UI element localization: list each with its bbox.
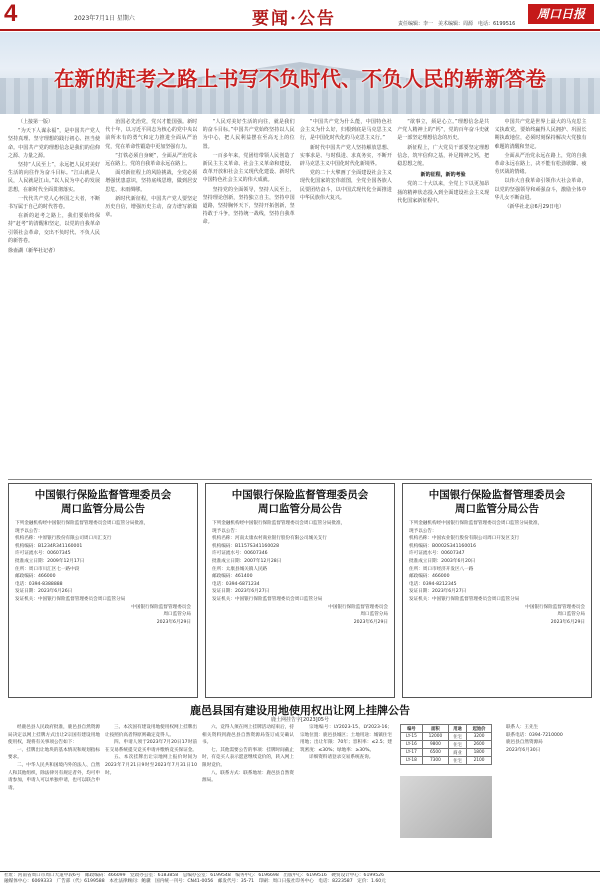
ad-column-4 bbox=[300, 724, 392, 869]
editor-credits: 责任编辑：李一 美术编辑：周源 电话：6199516 bbox=[398, 21, 516, 27]
table-row bbox=[401, 757, 492, 765]
notice-body bbox=[15, 520, 191, 626]
notice-line: 机构名称：河南太康农村商业银行股份有限公司城关支行 bbox=[212, 536, 327, 542]
table-cell: LY-15 bbox=[401, 733, 423, 741]
regulator-notice-3 bbox=[402, 483, 592, 698]
table-header: 起始价 bbox=[467, 725, 492, 733]
table-header: 编号 bbox=[401, 725, 423, 733]
ad-paragraph: 联系人：王先生 bbox=[506, 725, 539, 730]
notice-line: 2023年6月29日 bbox=[353, 619, 388, 625]
notice-line: 中国银行保险监督管理委员会 bbox=[131, 604, 191, 610]
section-divider bbox=[8, 479, 592, 480]
ad-paragraph: 八、联系方式：联系地址：鹿邑县自然资源局。 bbox=[202, 770, 294, 784]
table-cell: 住宅 bbox=[448, 733, 466, 741]
ad-column-2 bbox=[105, 724, 197, 869]
table-cell: 7300 bbox=[422, 757, 448, 765]
ad-paragraph: 经鹿邑县人民政府批准，鹿邑县自然资源局决定以网上挂牌方式出让2宗国有建设用地使用权，现将有关事项公告如下： bbox=[8, 725, 100, 746]
notice-line: 2023年6月29日 bbox=[156, 619, 191, 625]
notice-line: 许可证流水号：00607346 bbox=[212, 551, 268, 557]
article-paragraph: 坚持“人民至上”，永远把人民对美好生活的向往作为奋斗目标。“江山就是人民，人民就是江山。”以人民为中心的发展思想，在新时代全面贯彻落实。 bbox=[8, 162, 100, 193]
footer-rule bbox=[0, 871, 600, 872]
notice-line: 现予以公告： bbox=[409, 528, 437, 534]
table-header: 用途 bbox=[448, 725, 466, 733]
article-column-5 bbox=[397, 118, 489, 476]
main-headline: 在新的赶考之路上书写不负时代、不负人民的崭新答卷 bbox=[54, 67, 546, 91]
section-title: 要闻·公告 bbox=[252, 9, 336, 29]
article-paragraph: “打铁必须自身硬”，全面从严治党永远在路上，党的自我革命永远在路上。 bbox=[105, 152, 198, 168]
ad-column-3 bbox=[202, 724, 294, 869]
table-cell: LY-17 bbox=[401, 749, 423, 757]
article-column-2 bbox=[105, 118, 197, 476]
article-paragraph: 一百多年来，党团结带领人民创造了新民主主义革命、社会主义革命和建设、改革开放和社会主义现代化建设、新时代中国特色社会主义的伟大成就。 bbox=[202, 152, 295, 184]
article-paragraph: 治国必先治党，党兴才能国强。新时代十年，以习近平同志为核心的党中央以前所未有的勇气和定力推进全面从严治党，党在革命性锻造中更加坚强有力。 bbox=[105, 119, 198, 150]
article-paragraph: 面对新征程上的风险挑战，全党必须增强忧患意识，坚持底线思维，做到居安思危、未雨绸缪。 bbox=[105, 170, 198, 193]
ad-paragraph: 联系电话：0394-7210000 bbox=[506, 732, 563, 738]
notice-title: 中国银行保险监督管理委员会 周口监管分局公告 bbox=[34, 489, 172, 515]
notice-line: 机构编码：B1157S341160028 bbox=[212, 543, 280, 549]
notice-line: 下列金融机构经中国银行保险监督管理委员会周口监管分局批准， bbox=[15, 521, 149, 526]
article-paragraph: 在新的赶考之路上，我们要始终保持“赶考”的清醒和坚定，以党的自我革命引领社会革命，交出不负时代、不负人民的新答卷。 bbox=[8, 213, 100, 244]
footer-line-1: 社址：河南省周口市周口大道中段6号 邮政编码：466099 党政办公室：6183858 总编办公室：6199548 编务中心：6196698 出版中心：6199516 硬贸设计中心：6199526 bbox=[4, 873, 385, 878]
article-paragraph: 以伟大自我革命引领伟大社会革命，以党的坚强领导和顽强奋斗，激励全体中华儿女不断奋进。 bbox=[494, 178, 587, 201]
article-paragraph: （上接第一版） bbox=[18, 119, 54, 125]
footer-info bbox=[4, 873, 596, 883]
notice-line: 2023年6月29日 bbox=[550, 619, 585, 625]
article-paragraph: 新的征程，新的考验 bbox=[420, 172, 466, 179]
article-paragraph: 党的二十大擘画了全面建设社会主义现代化国家的宏伟蓝图，全党全国各族人民要团结奋斗，以中国式现代化全面推进中华民族伟大复兴。 bbox=[299, 170, 392, 201]
notice-line: 批准成立日期：2003年6月20日 bbox=[409, 558, 476, 564]
notice-line: 机构编码：B0002S341160016 bbox=[409, 543, 477, 549]
article-paragraph: 新时代中国共产党人坚持解放思想、实事求是、与时俱进、求真务实，不断开辟马克思主义中国化时代化新境界。 bbox=[299, 144, 392, 168]
notice-body bbox=[409, 520, 585, 626]
notice-line: 电话：0394-8212345 bbox=[409, 581, 457, 587]
ad-paragraph: 宗地编号：LY2023-15、LY2023-16；宗地位置：鹿邑县城区；土地用途：城镇住宅用地；出让年限：70年；容积率：≤2.5；建筑密度：≤30%；绿地率：≥30%。 bbox=[300, 725, 392, 753]
notice-line: 发证机关：中国银行保险监督管理委员会周口监管分局 bbox=[409, 596, 520, 602]
notice-line: 邮政编码：466000 bbox=[15, 574, 56, 580]
table-cell: 商业 bbox=[448, 749, 466, 757]
publish-date: 2023年7月1日 星期六 bbox=[74, 15, 135, 22]
article-column-4 bbox=[300, 118, 392, 476]
article-paragraph: 全面从严治党永远在路上，党的自我革命永远在路上，决不能有松劲歇脚、疲劳厌战的情绪。 bbox=[494, 152, 587, 176]
article-paragraph: （新华社北京6月29日电） bbox=[504, 204, 565, 211]
notice-line: 发证日期：2023年6月27日 bbox=[212, 589, 270, 595]
notice-line: 批准成立日期：2009年12月17日 bbox=[15, 558, 85, 564]
ad-paragraph: 四、申请人须于2023年7月20日17时前在交易系统提交竞买申请并缴纳竞买保证金。 bbox=[105, 740, 197, 753]
notice-line: 中国银行保险监督管理委员会 bbox=[328, 604, 388, 610]
article-paragraph: “人民对美好生活的向往，就是我们的奋斗目标。”中国共产党始终坚持以人民为中心，把人民利益摆在至高无上的位置。 bbox=[202, 119, 295, 150]
ad-paragraph: 三、本次国有建设用地使用权网上挂牌出让按照价高者得原则确定竞得人。 bbox=[105, 725, 197, 738]
notice-line: 机构名称：中国农业银行股份有限公司周口开发区支行 bbox=[409, 536, 520, 542]
notice-line: 现予以公告： bbox=[212, 528, 240, 534]
article-paragraph: 一代代共产党人心怀国之大者，不断书写属于自己的时代答卷。 bbox=[8, 195, 100, 211]
article-paragraph: 中国共产党是世界上最大的马克思主义执政党，要始终赢得人民拥护、巩固长期执政地位，必须时刻保持解决大党独有难题的清醒和坚定。 bbox=[494, 119, 587, 150]
article-paragraph: “欲事立，须是心立。”理想信念是共产党人精神上的“钙”，党的百年奋斗史就是一部坚定理想信念的历史。 bbox=[397, 119, 490, 142]
ad-subtitle: 鹿土网挂告字[2023]05号 bbox=[271, 717, 329, 723]
table-cell: 12000 bbox=[422, 733, 448, 741]
masthead bbox=[0, 0, 600, 30]
ad-paragraph: 二、中华人民共和国境内外的法人、自然人和其他组织，除法律另有规定者外，均可申请参加，申请人可以单独申请，也可以联合申请。 bbox=[8, 762, 100, 791]
article-paragraph: “为天下人谋永福”，是中国共产党人坚持真理、坚守理想的践行初心、担当使命。中国共产党的理想信念是我们的信仰之源、力量之源。 bbox=[8, 128, 100, 159]
notice-line: 邮政编码：461400 bbox=[212, 574, 253, 580]
article-paragraph: 新征程上，广大党员干部要坚定理想信念，筑牢信仰之基，补足精神之钙，把稳思想之舵。 bbox=[397, 144, 490, 168]
notice-line: 住所：太康县城关镇人民路 bbox=[212, 566, 268, 572]
table-cell: LY-16 bbox=[401, 741, 423, 749]
regulator-notice-2 bbox=[205, 483, 395, 698]
table-cell: 1800 bbox=[467, 749, 492, 757]
notice-line: 发证机关：中国银行保险监督管理委员会周口监管分局 bbox=[212, 596, 323, 602]
article-paragraph: 坚持党的全面领导，坚持人民至上，坚持理论创新，坚持独立自主，坚持中国道路，坚持胸怀天下，坚持开拓创新，坚持敢于斗争，坚持统一战线，坚持自我革命。 bbox=[202, 186, 295, 226]
notice-title: 中国银行保险监督管理委员会 周口监管分局公告 bbox=[428, 489, 566, 515]
ad-paragraph: 七、其他需要公告的事项：挂牌时间截止时，有竞买人表示愿意继续竞价的，转入网上限时竞价。 bbox=[202, 747, 294, 768]
article-paragraph: 党的二十大以来，全党上下以更加昂扬的精神状态投入到全面建设社会主义现代化国家新征程中。 bbox=[397, 181, 490, 204]
table-row bbox=[401, 749, 492, 757]
land-auction-notice bbox=[8, 724, 592, 869]
table-cell: 住宅 bbox=[448, 741, 466, 749]
footer-line-2: 融媒体中心：6069333 广告部（代）6199588 本社法律顾问：鲍骥 国内统一刊号：CN41-0056 邮发代号：35-71 印刷：周口日报社印务中心 电话：8223587 定价：1.60元 bbox=[4, 878, 386, 883]
table-cell: 住宅 bbox=[448, 757, 466, 765]
notice-line: 电话：0394-6871234 bbox=[212, 581, 260, 587]
table-cell: 3200 bbox=[467, 733, 492, 741]
ad-title: 鹿邑县国有建设用地使用权出让网上挂牌公告 bbox=[190, 704, 410, 717]
notice-line: 住所：周口市经济开发区八一路 bbox=[409, 566, 474, 572]
parcel-map-image bbox=[400, 776, 492, 838]
ad-paragraph: 六、竞得人须在网上挂牌活动结束后，持相关资料到鹿邑县自然资源局签订成交确认书。 bbox=[202, 725, 294, 746]
article-column-6 bbox=[495, 118, 587, 476]
notice-line: 发证日期：2023年6月27日 bbox=[409, 589, 467, 595]
notice-body bbox=[212, 520, 388, 626]
notice-line: 许可证流水号：00607347 bbox=[409, 551, 465, 557]
notice-line: 机构名称：中原银行股份有限公司周口川汇支行 bbox=[15, 536, 112, 542]
ad-paragraph: 鹿邑县自然资源局 bbox=[506, 740, 543, 746]
article-paragraph: “中国共产党为什么能，中国特色社会主义为什么好，归根到底是马克思主义行，是中国化时代化的马克思主义行。” bbox=[299, 119, 392, 142]
table-header: 面积 bbox=[422, 725, 448, 733]
notice-line: 中国银行保险监督管理委员会 bbox=[525, 604, 585, 610]
article-column-1 bbox=[8, 118, 100, 476]
headline-banner bbox=[0, 32, 600, 114]
table-row bbox=[401, 741, 492, 749]
article-byline: 徐壶湖（新华社记者） bbox=[8, 248, 59, 255]
table-cell: 6500 bbox=[422, 749, 448, 757]
land-parcel-table bbox=[400, 724, 492, 765]
regulator-notice-1 bbox=[8, 483, 198, 698]
notice-line: 批准成立日期：2007年12月28日 bbox=[212, 558, 282, 564]
table-cell: 2100 bbox=[467, 757, 492, 765]
notice-line: 周口监管分局 bbox=[360, 612, 388, 618]
notice-title: 中国银行保险监督管理委员会 周口监管分局公告 bbox=[231, 489, 369, 515]
notice-line: 发证机关：中国银行保险监督管理委员会周口监管分局 bbox=[15, 596, 126, 602]
notice-line: 发证日期：2023年6月26日 bbox=[15, 589, 73, 595]
ad-paragraph: 详细资料请登录交易系统查询。 bbox=[309, 755, 374, 761]
notice-line: 下列金融机构经中国银行保险监督管理委员会周口监管分局批准， bbox=[212, 521, 346, 526]
ad-column-5 bbox=[497, 724, 589, 869]
main-article bbox=[8, 118, 592, 476]
notice-line: 现予以公告： bbox=[15, 528, 43, 534]
newspaper-logo: 周口日报 bbox=[528, 4, 594, 24]
notice-line: 电话：0394-8388888 bbox=[15, 581, 63, 587]
notice-line: 周口监管分局 bbox=[163, 612, 191, 618]
page-number: 4 bbox=[4, 0, 18, 27]
notice-line: 下列金融机构经中国银行保险监督管理委员会周口监管分局批准， bbox=[409, 521, 543, 526]
notice-line: 机构编码：B1234R341160001 bbox=[15, 543, 83, 549]
article-paragraph: 新时代新征程，中国共产党人要坚定历史自信，增强历史主动，奋力谱写新篇章。 bbox=[105, 195, 198, 219]
notice-line: 住所：周口市川汇区七一路中段 bbox=[15, 566, 80, 572]
header-rule bbox=[0, 29, 600, 31]
table-cell: 2600 bbox=[467, 741, 492, 749]
ad-paragraph: 2023年6月30日 bbox=[506, 747, 541, 753]
notice-line: 邮政编码：466000 bbox=[409, 574, 450, 580]
ad-column-1 bbox=[8, 724, 100, 869]
table-row bbox=[401, 733, 492, 741]
table-cell: LY-18 bbox=[401, 757, 423, 765]
notice-line: 周口监管分局 bbox=[557, 612, 585, 618]
table-cell: 9800 bbox=[422, 741, 448, 749]
ad-paragraph: 一、挂牌出让地块的基本情况和规划指标要求。 bbox=[8, 747, 100, 761]
ad-paragraph: 五、本次挂牌出让宗地网上报价时间为2023年7月21日9时至2023年7月31日10时。 bbox=[105, 755, 197, 776]
article-column-3 bbox=[203, 118, 295, 476]
notice-line: 许可证流水号：00607345 bbox=[15, 551, 71, 557]
